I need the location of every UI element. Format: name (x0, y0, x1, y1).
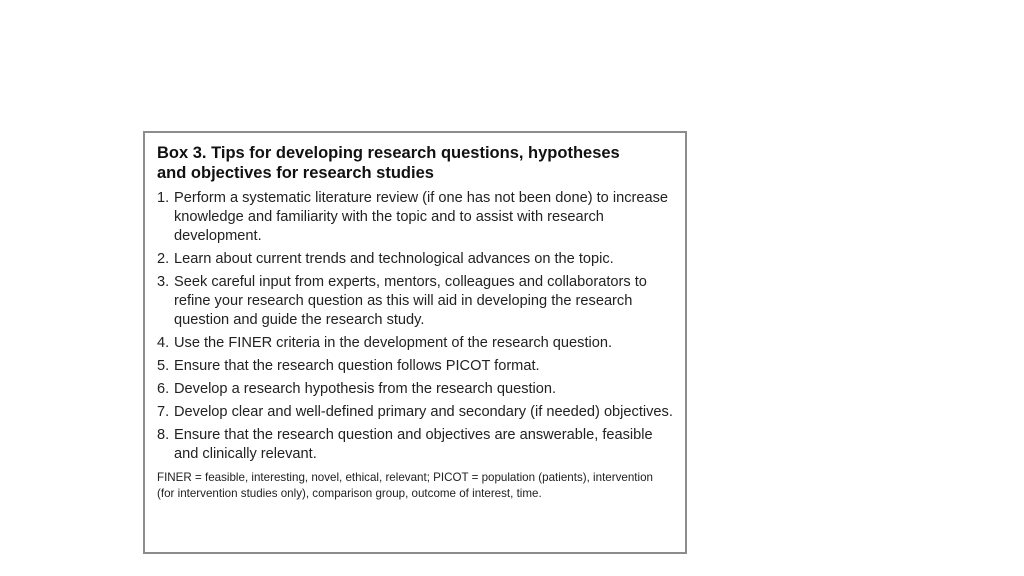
item-text: Ensure that the research question and objectives are answerable, feasible and clinically relevant. (174, 427, 653, 462)
list-item (157, 189, 673, 246)
item-text: Develop a research hypothesis from the research question. (174, 381, 557, 397)
item-text: Learn about current trends and technological advances on the topic. (174, 251, 614, 267)
item-number: 1. (157, 190, 170, 206)
item-text: Seek careful input from experts, mentors, colleagues and collaborators to refine your research question as this will aid in developing the research question and guide the research study. (174, 274, 647, 328)
item-number: 2. (157, 251, 170, 267)
item-number: 4. (157, 335, 170, 351)
list-item (157, 273, 673, 330)
list-item (157, 380, 673, 399)
box-title-line-2: and objectives for research studies (157, 164, 434, 182)
item-text: Ensure that the research question follows PICOT format. (174, 358, 540, 374)
footnote: FINER = feasible, interesting, novel, ethical, relevant; PICOT = population (patients), intervention (for intervention studies only), comparison group, outcome of interest, time. (157, 471, 654, 500)
list-item (157, 403, 673, 422)
list-item (157, 334, 673, 353)
tips-box (143, 131, 687, 554)
item-number: 6. (157, 381, 170, 397)
item-number: 7. (157, 404, 170, 420)
item-text: Develop clear and well-defined primary and secondary (if needed) objectives. (174, 404, 673, 420)
list-item (157, 250, 673, 269)
list-item (157, 426, 673, 464)
item-text: Perform a systematic literature review (if one has not been done) to increase knowledge and familiarity with the topic and to assist with research development. (174, 190, 668, 244)
item-text: Use the FINER criteria in the development of the research question. (174, 335, 613, 351)
item-number: 3. (157, 274, 170, 290)
tips-list (157, 189, 673, 464)
list-item (157, 357, 673, 376)
item-number: 5. (157, 358, 170, 374)
box-title-line-1: Box 3. Tips for developing research questions, hypotheses (157, 144, 620, 162)
box-title (157, 143, 673, 183)
item-number: 8. (157, 427, 170, 443)
